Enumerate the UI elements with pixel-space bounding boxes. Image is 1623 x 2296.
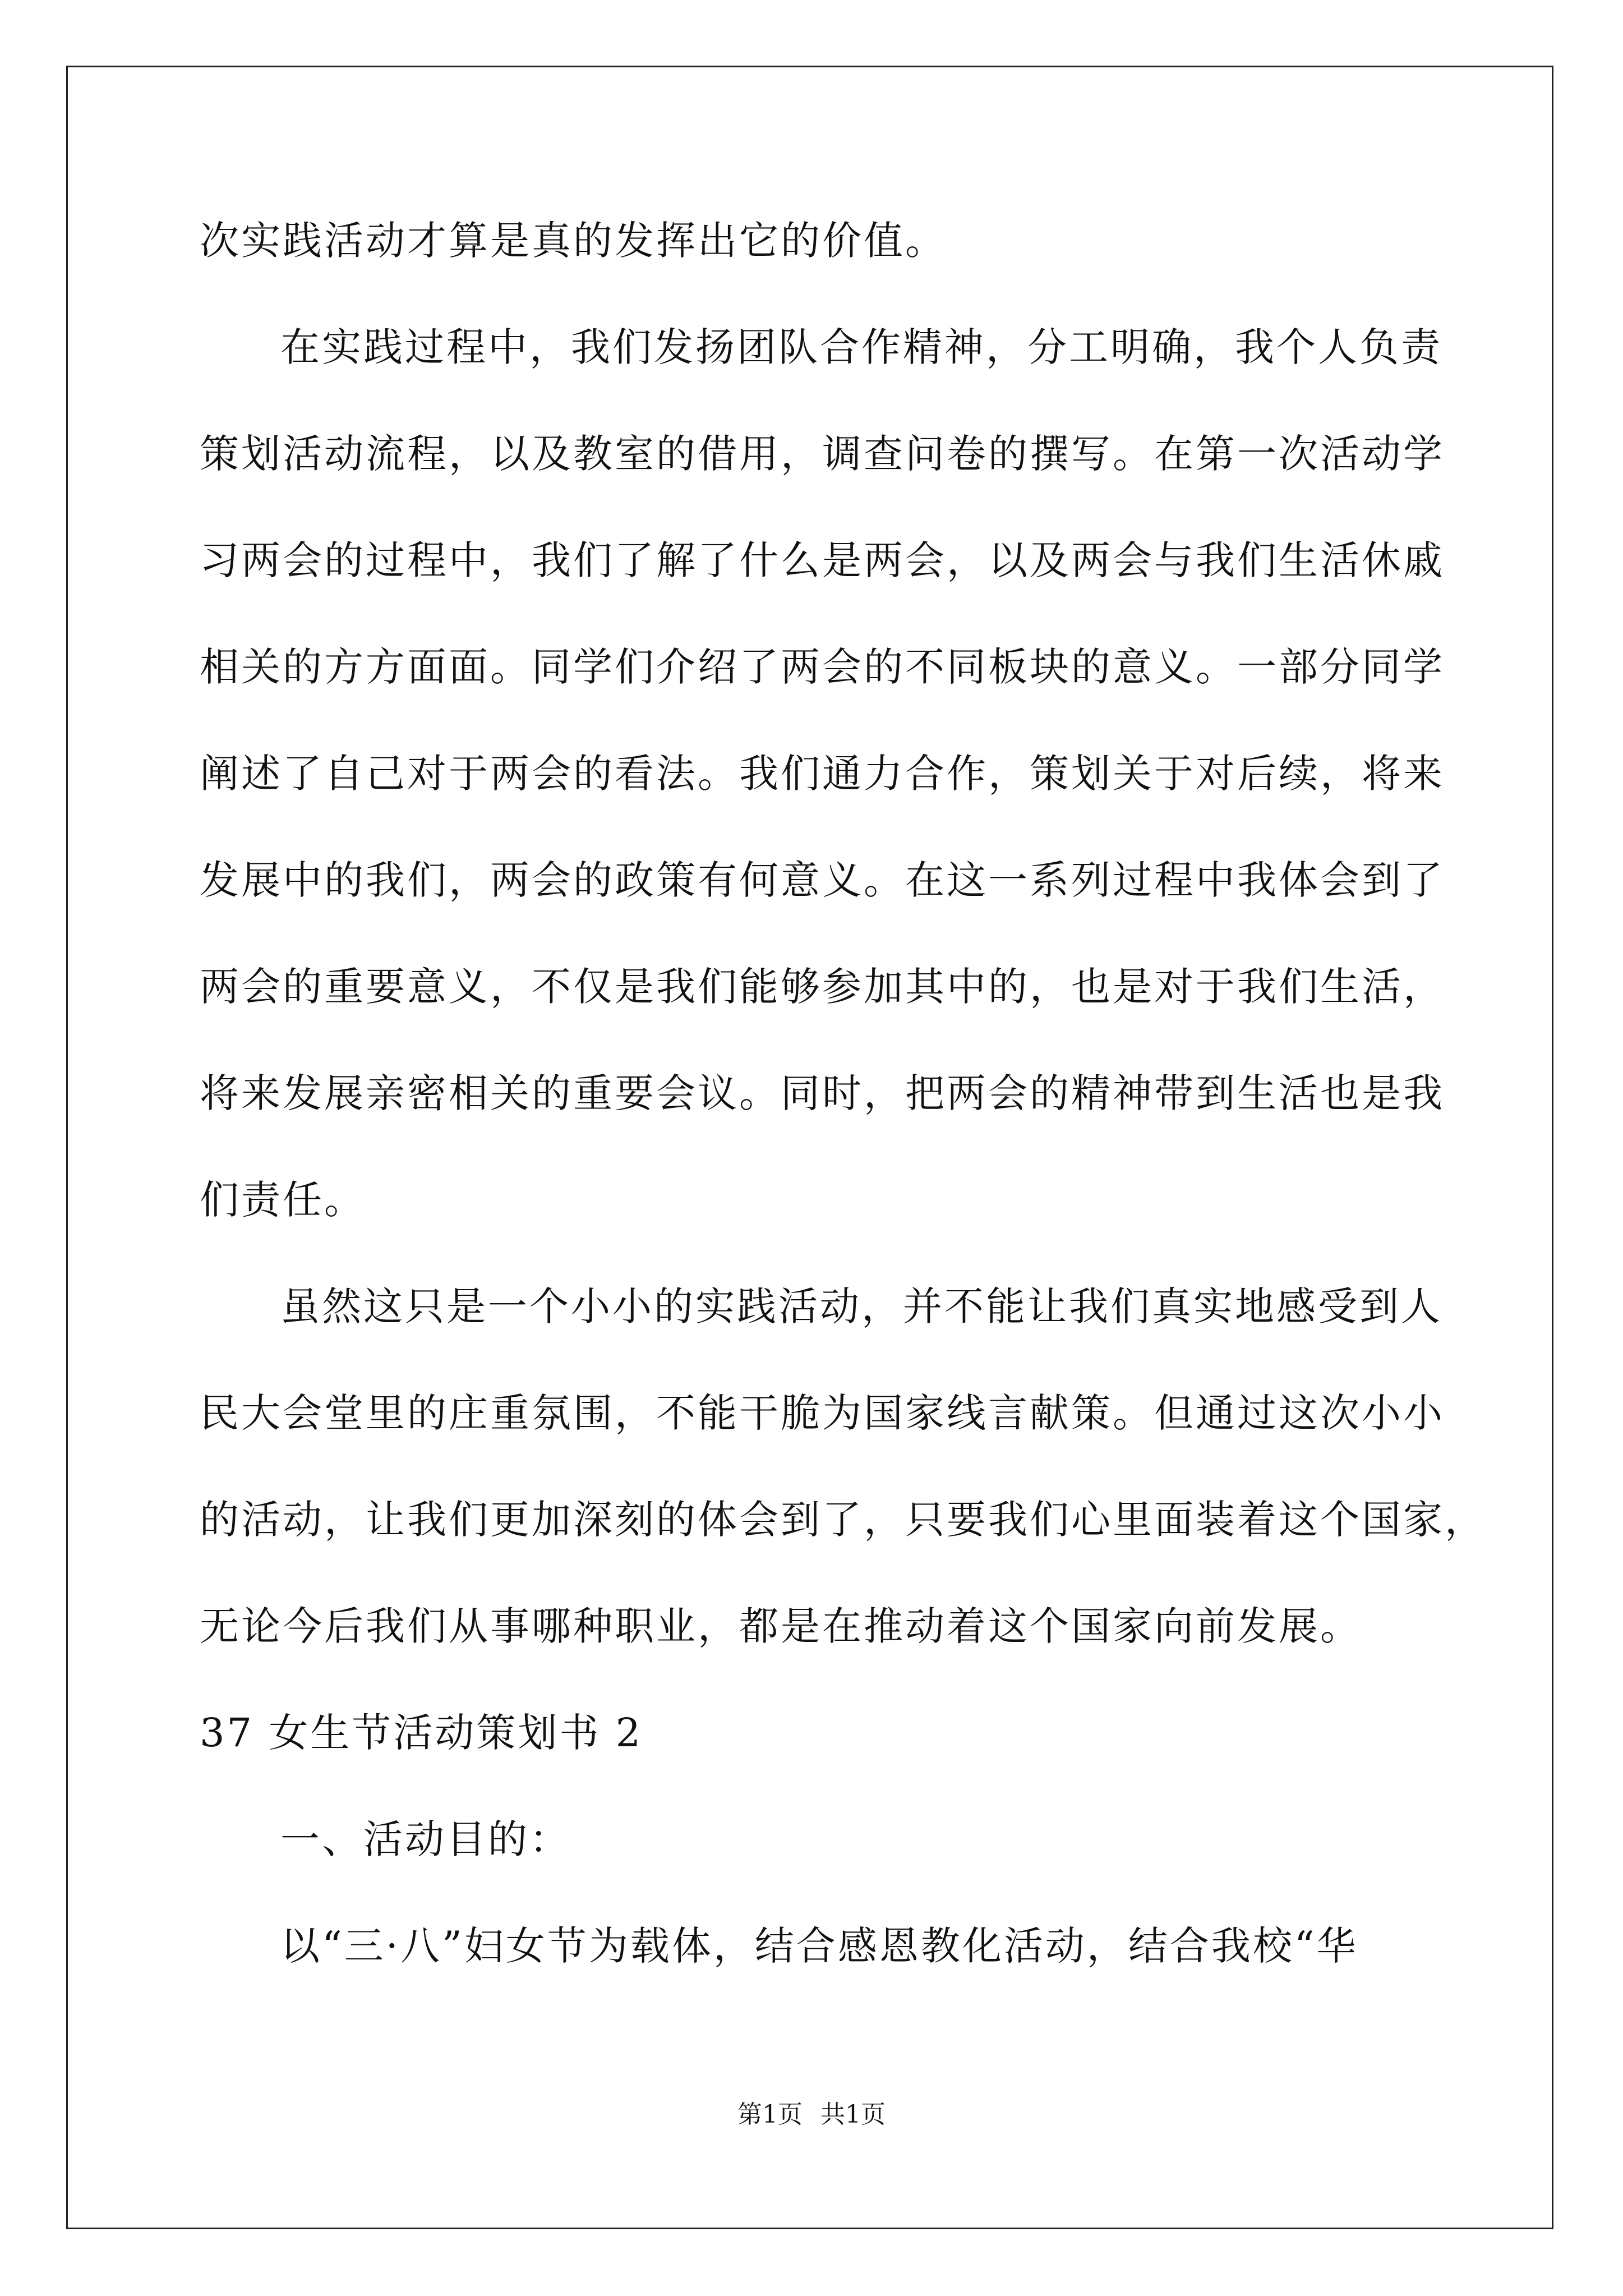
text-line: 习两会的过程中，我们了解了什么是两会，以及两会与我们生活休戚 xyxy=(200,537,1445,583)
page-footer: 第1页 共1页 xyxy=(737,2100,886,2129)
text-line: 民大会堂里的庄重氛围，不能干脆为国家线言献策。但通过这次小小 xyxy=(200,1390,1445,1436)
text-line: 次实践活动才算是真的发挥出它的价值。 xyxy=(200,218,947,264)
paragraph-start: 虽然这只是一个小小的实践活动，并不能让我们真实地感受到人 xyxy=(280,1283,1442,1329)
text-line: 策划活动流程，以及教室的借用，调查问卷的撰写。在第一次活动学 xyxy=(200,431,1445,477)
text-line: 阐述了自己对于两会的看法。我们通力合作，策划关于对后续，将来 xyxy=(200,751,1445,797)
text-line: 将来发展亲密相关的重要会议。同时，把两会的精神带到生活也是我 xyxy=(200,1070,1445,1116)
text-line: 相关的方方面面。同学们介绍了两会的不同板块的意义。一部分同学 xyxy=(200,644,1445,690)
text-line: 两会的重要意义，不仅是我们能够参加其中的，也是对于我们生活， xyxy=(200,964,1445,1010)
text-line: 无论今后我们从事哪种职业，都是在推动着这个国家向前发展。 xyxy=(200,1603,1362,1649)
page-frame xyxy=(66,66,1553,2229)
text-line: 发展中的我们，两会的政策有何意义。在这一系列过程中我体会到了 xyxy=(200,857,1445,903)
text-line: 们责任。 xyxy=(200,1177,366,1223)
paragraph-start: 在实践过程中，我们发扬团队合作精神，分工明确，我个人负责 xyxy=(280,324,1442,370)
section-title: 37 女生节活动策划书 2 xyxy=(200,1710,643,1756)
paragraph-start: 以“三·八”妇女节为载体，结合感恩教化活动，结合我校“华 xyxy=(280,1923,1358,1969)
section-heading: 一、活动目的： xyxy=(280,1816,571,1862)
text-line: 的活动，让我们更加深刻的体会到了，只要我们心里面装着这个国家， xyxy=(200,1497,1486,1543)
